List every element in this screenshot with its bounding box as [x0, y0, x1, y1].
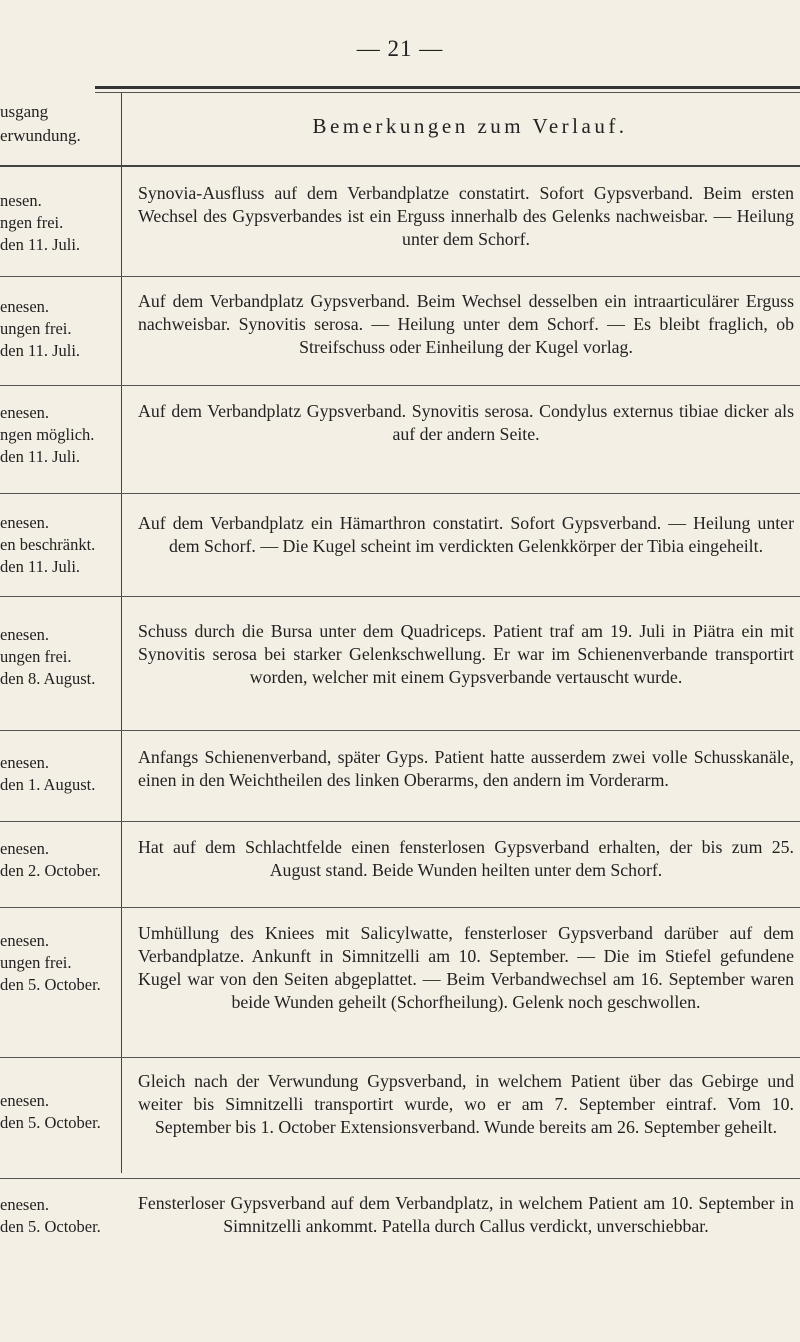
row-rule	[0, 907, 800, 908]
row-left-line: ngen möglich.	[0, 425, 95, 444]
row-remark: Auf dem Verbandplatz Gypsverband. Beim Wechsel desselben ein intraarticulärer Erguss nachweisbar. Synovitis serosa. — Heilung unter dem Schorf. — Es bleibt fraglich, ob Streifschuss oder Einheilung der Kugel vorlag.	[138, 291, 794, 357]
row-remark: Fensterloser Gypsverband auf dem Verbandplatz, in welchem Patient am 10. September in Simnitzelli ankommt. Patella durch Callus verdickt, unverschiebbar.	[138, 1193, 794, 1236]
row-left-line: den 5. October.	[0, 1113, 101, 1132]
row-rule	[0, 1057, 800, 1058]
row-right-cell	[138, 400, 794, 446]
row-left-line: enesen.	[0, 931, 50, 950]
row-left-cell	[0, 1194, 118, 1238]
row-left-line: enesen.	[0, 625, 50, 644]
row-remark: Auf dem Verbandplatz ein Hämarthron constatirt. Sofort Gypsverband. — Heilung unter dem Schorf. — Die Kugel scheint im verdickten Gelenkkörper der Tibia eingeheilt.	[138, 513, 794, 556]
row-right-cell	[138, 1192, 794, 1238]
row-remark: Umhüllung des Kniees mit Salicylwatte, fensterloser Gypsverband darüber auf dem Verbandplatze. Ankunft in Simnitzelli am 10. September. — Die im Stiefel gefundene Kugel war von den Seiten abgeplattet. — Beim Verbandwechsel am 16. September waren beide Wunden geheilt (Schorfheilung). Gelenk noch geschwollen.	[138, 923, 794, 1012]
row-right-cell	[138, 1070, 794, 1139]
row-remark: Hat auf dem Schlachtfelde einen fensterlosen Gypsverband erhalten, der bis zum 25. August stand. Beide Wunden heilten unter dem Schorf.	[138, 837, 794, 880]
header-right-column: Bemerkungen zum Verlauf.	[312, 114, 628, 138]
row-right-cell	[138, 620, 794, 689]
row-left-line: enesen.	[0, 839, 50, 858]
row-right-cell	[138, 182, 794, 251]
header-left-column	[0, 100, 108, 148]
top-rule-thin	[95, 92, 800, 93]
column-divider	[121, 93, 122, 1173]
row-left-line: en beschränkt.	[0, 535, 96, 554]
row-left-line: den 5. October.	[0, 1217, 101, 1236]
row-rule	[0, 596, 800, 597]
row-left-cell	[0, 402, 118, 468]
row-right-cell	[138, 836, 794, 882]
row-rule	[0, 730, 800, 731]
row-left-line: den 11. Juli.	[0, 447, 81, 466]
row-left-line: den 8. August.	[0, 669, 96, 688]
row-left-line: den 5. October.	[0, 975, 101, 994]
header-left-line: usgang	[0, 102, 49, 121]
row-left-line: ngen frei.	[0, 213, 64, 232]
row-left-line: ungen frei.	[0, 647, 72, 666]
row-right-cell	[138, 512, 794, 558]
row-rule	[0, 493, 800, 494]
row-right-cell	[138, 290, 794, 359]
row-left-cell	[0, 752, 118, 796]
row-left-line: den 11. Juli.	[0, 557, 81, 576]
row-remark: Auf dem Verbandplatz Gypsverband. Synovitis serosa. Condylus externus tibiae dicker als auf der andern Seite.	[138, 401, 794, 444]
header-rule	[0, 165, 800, 167]
row-left-cell	[0, 838, 118, 882]
row-left-line: den 2. October.	[0, 861, 101, 880]
row-rule	[0, 385, 800, 386]
row-left-cell	[0, 190, 118, 256]
row-remark: Schuss durch die Bursa unter dem Quadriceps. Patient traf am 19. Juli in Piätra ein mit Synovitis serosa bei starker Gelenkschwellung. Er war im Schienenverbande transportirt worden, welcher mit einem Gypsverbande vertauscht wurde.	[138, 621, 794, 687]
row-right-cell	[138, 746, 794, 792]
row-rule	[0, 276, 800, 277]
row-left-line: enesen.	[0, 1195, 50, 1214]
top-rule-thick	[95, 86, 800, 89]
row-left-cell	[0, 930, 118, 996]
page-number: — 21 —	[356, 36, 444, 61]
row-left-cell	[0, 512, 118, 578]
row-left-cell	[0, 1090, 118, 1134]
row-left-line: den 1. August.	[0, 775, 96, 794]
row-right-cell	[138, 922, 794, 1014]
row-remark: Synovia-Ausfluss auf dem Verbandplatze constatirt. Sofort Gypsverband. Beim ersten Wechsel des Gypsverbandes ist ein Erguss innerhalb des Gelenks nachweisbar. — Heilung unter dem Schorf.	[138, 183, 794, 249]
row-left-line: enesen.	[0, 753, 50, 772]
row-left-line: enesen.	[0, 513, 50, 532]
row-left-cell	[0, 624, 118, 690]
row-left-line: ungen frei.	[0, 319, 72, 338]
row-left-line: den 11. Juli.	[0, 341, 81, 360]
row-left-line: den 11. Juli.	[0, 235, 81, 254]
row-left-cell	[0, 296, 118, 362]
row-left-line: nesen.	[0, 191, 42, 210]
row-left-line: enesen.	[0, 403, 50, 422]
row-left-line: enesen.	[0, 1091, 50, 1110]
row-remark: Anfangs Schienenverband, später Gyps. Patient hatte ausserdem zwei volle Schusskanäle, einen in den Weichtheilen des linken Oberarms, den andern im Vorderarm.	[138, 747, 794, 790]
row-rule	[0, 821, 800, 822]
header-left-line: erwundung.	[0, 126, 81, 145]
row-left-line: enesen.	[0, 297, 50, 316]
row-left-line: ungen frei.	[0, 953, 72, 972]
row-rule	[0, 1178, 800, 1179]
row-remark: Gleich nach der Verwundung Gypsverband, in welchem Patient über das Gebirge und weiter bis Simnitzelli transportirt wurde, wo er am 7. September eintraf. Vom 10. September bis 1. October Extensionsverband. Wunde bereits am 26. September geheilt.	[138, 1071, 794, 1137]
